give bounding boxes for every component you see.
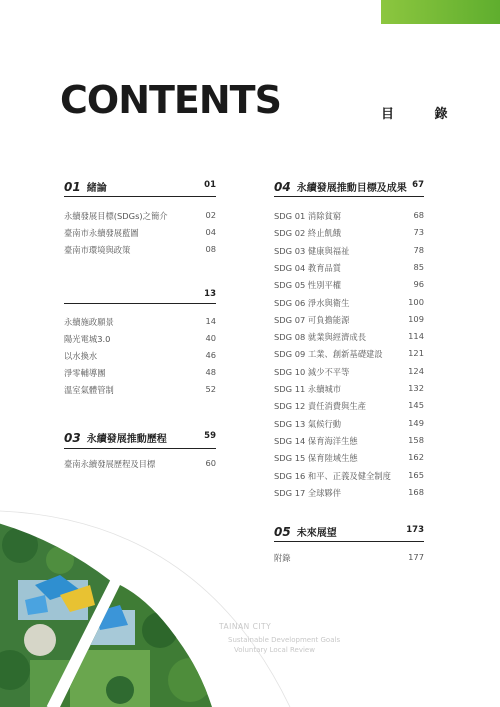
toc-item[interactable]: 臺南市環境與政策 08 <box>64 244 216 255</box>
toc-item[interactable]: SDG 06 淨水與衛生 100 <box>274 296 424 308</box>
toc-item[interactable]: 臺南永續發展歷程及目標 60 <box>64 458 216 469</box>
toc-item[interactable]: SDG 13 氣候行動 149 <box>274 417 424 429</box>
toc-item[interactable]: 陽光電城3.0 40 <box>64 333 216 344</box>
section-page: 59 <box>204 431 216 441</box>
toc-item[interactable]: SDG 03 健康與福祉 78 <box>274 244 424 256</box>
footer-city: TAINAN CITY <box>219 622 272 631</box>
section-page: 173 <box>406 525 424 535</box>
toc-item[interactable]: 淨零輔導團 48 <box>64 367 216 378</box>
toc-item[interactable]: SDG 02 終止飢餓 73 <box>274 227 424 239</box>
toc-item[interactable]: SDG 10 減少不平等 124 <box>274 365 424 377</box>
toc-item[interactable]: 臺南市永續發展藍圖 04 <box>64 227 216 238</box>
section-title: 未來展望 <box>296 528 337 539</box>
section-page: 67 <box>412 180 424 190</box>
section-page: 01 <box>204 180 216 190</box>
section-title: 永續發展推動歷程 <box>86 434 167 445</box>
toc-item[interactable]: SDG 12 責任消費與生產 145 <box>274 400 424 412</box>
toc-item[interactable]: 附錄 177 <box>274 552 424 563</box>
section-number: 03 <box>64 431 81 445</box>
toc-item[interactable]: 永續施政願景 14 <box>64 316 216 327</box>
toc-item[interactable]: 永續發展目標(SDGs)之簡介 02 <box>64 210 216 221</box>
toc-item[interactable]: 溫室氣體管制 52 <box>64 384 216 395</box>
footer-line1: Sustainable Development Goals <box>228 636 341 644</box>
footer-line2: Voluntary Local Review <box>234 646 315 654</box>
toc-item[interactable]: SDG 07 可負擔能源 109 <box>274 313 424 325</box>
section-page: 13 <box>204 289 216 299</box>
section-number: 05 <box>274 525 291 539</box>
page-title: CONTENTS <box>60 78 281 122</box>
page-title-chinese: 目 錄 <box>381 107 466 122</box>
toc-item[interactable]: SDG 15 保育陸域生態 162 <box>274 452 424 464</box>
toc-item[interactable]: SDG 05 性別平權 96 <box>274 279 424 291</box>
toc-item[interactable]: SDG 01 消除貧窮 68 <box>274 210 424 221</box>
toc-item[interactable]: SDG 04 教育品質 85 <box>274 261 424 273</box>
section-title: 永續發展推動目標及成果 <box>296 183 407 194</box>
toc-item[interactable]: 以水換水 46 <box>64 350 216 361</box>
toc-item[interactable]: SDG 17 全球夥伴 168 <box>274 486 424 498</box>
section-title: 緒論 <box>86 183 107 194</box>
toc-item[interactable]: SDG 16 和平、正義及健全制度 165 <box>274 469 424 481</box>
toc-item[interactable]: SDG 09 工業、創新基礎建設 121 <box>274 348 424 360</box>
section-number: 01 <box>64 180 81 194</box>
toc-item[interactable]: SDG 14 保育海洋生態 158 <box>274 434 424 446</box>
toc-item[interactable]: SDG 11 永續城市 132 <box>274 383 424 394</box>
section-number: 04 <box>274 180 291 194</box>
toc-item[interactable]: SDG 08 就業與經濟成長 114 <box>274 331 424 343</box>
